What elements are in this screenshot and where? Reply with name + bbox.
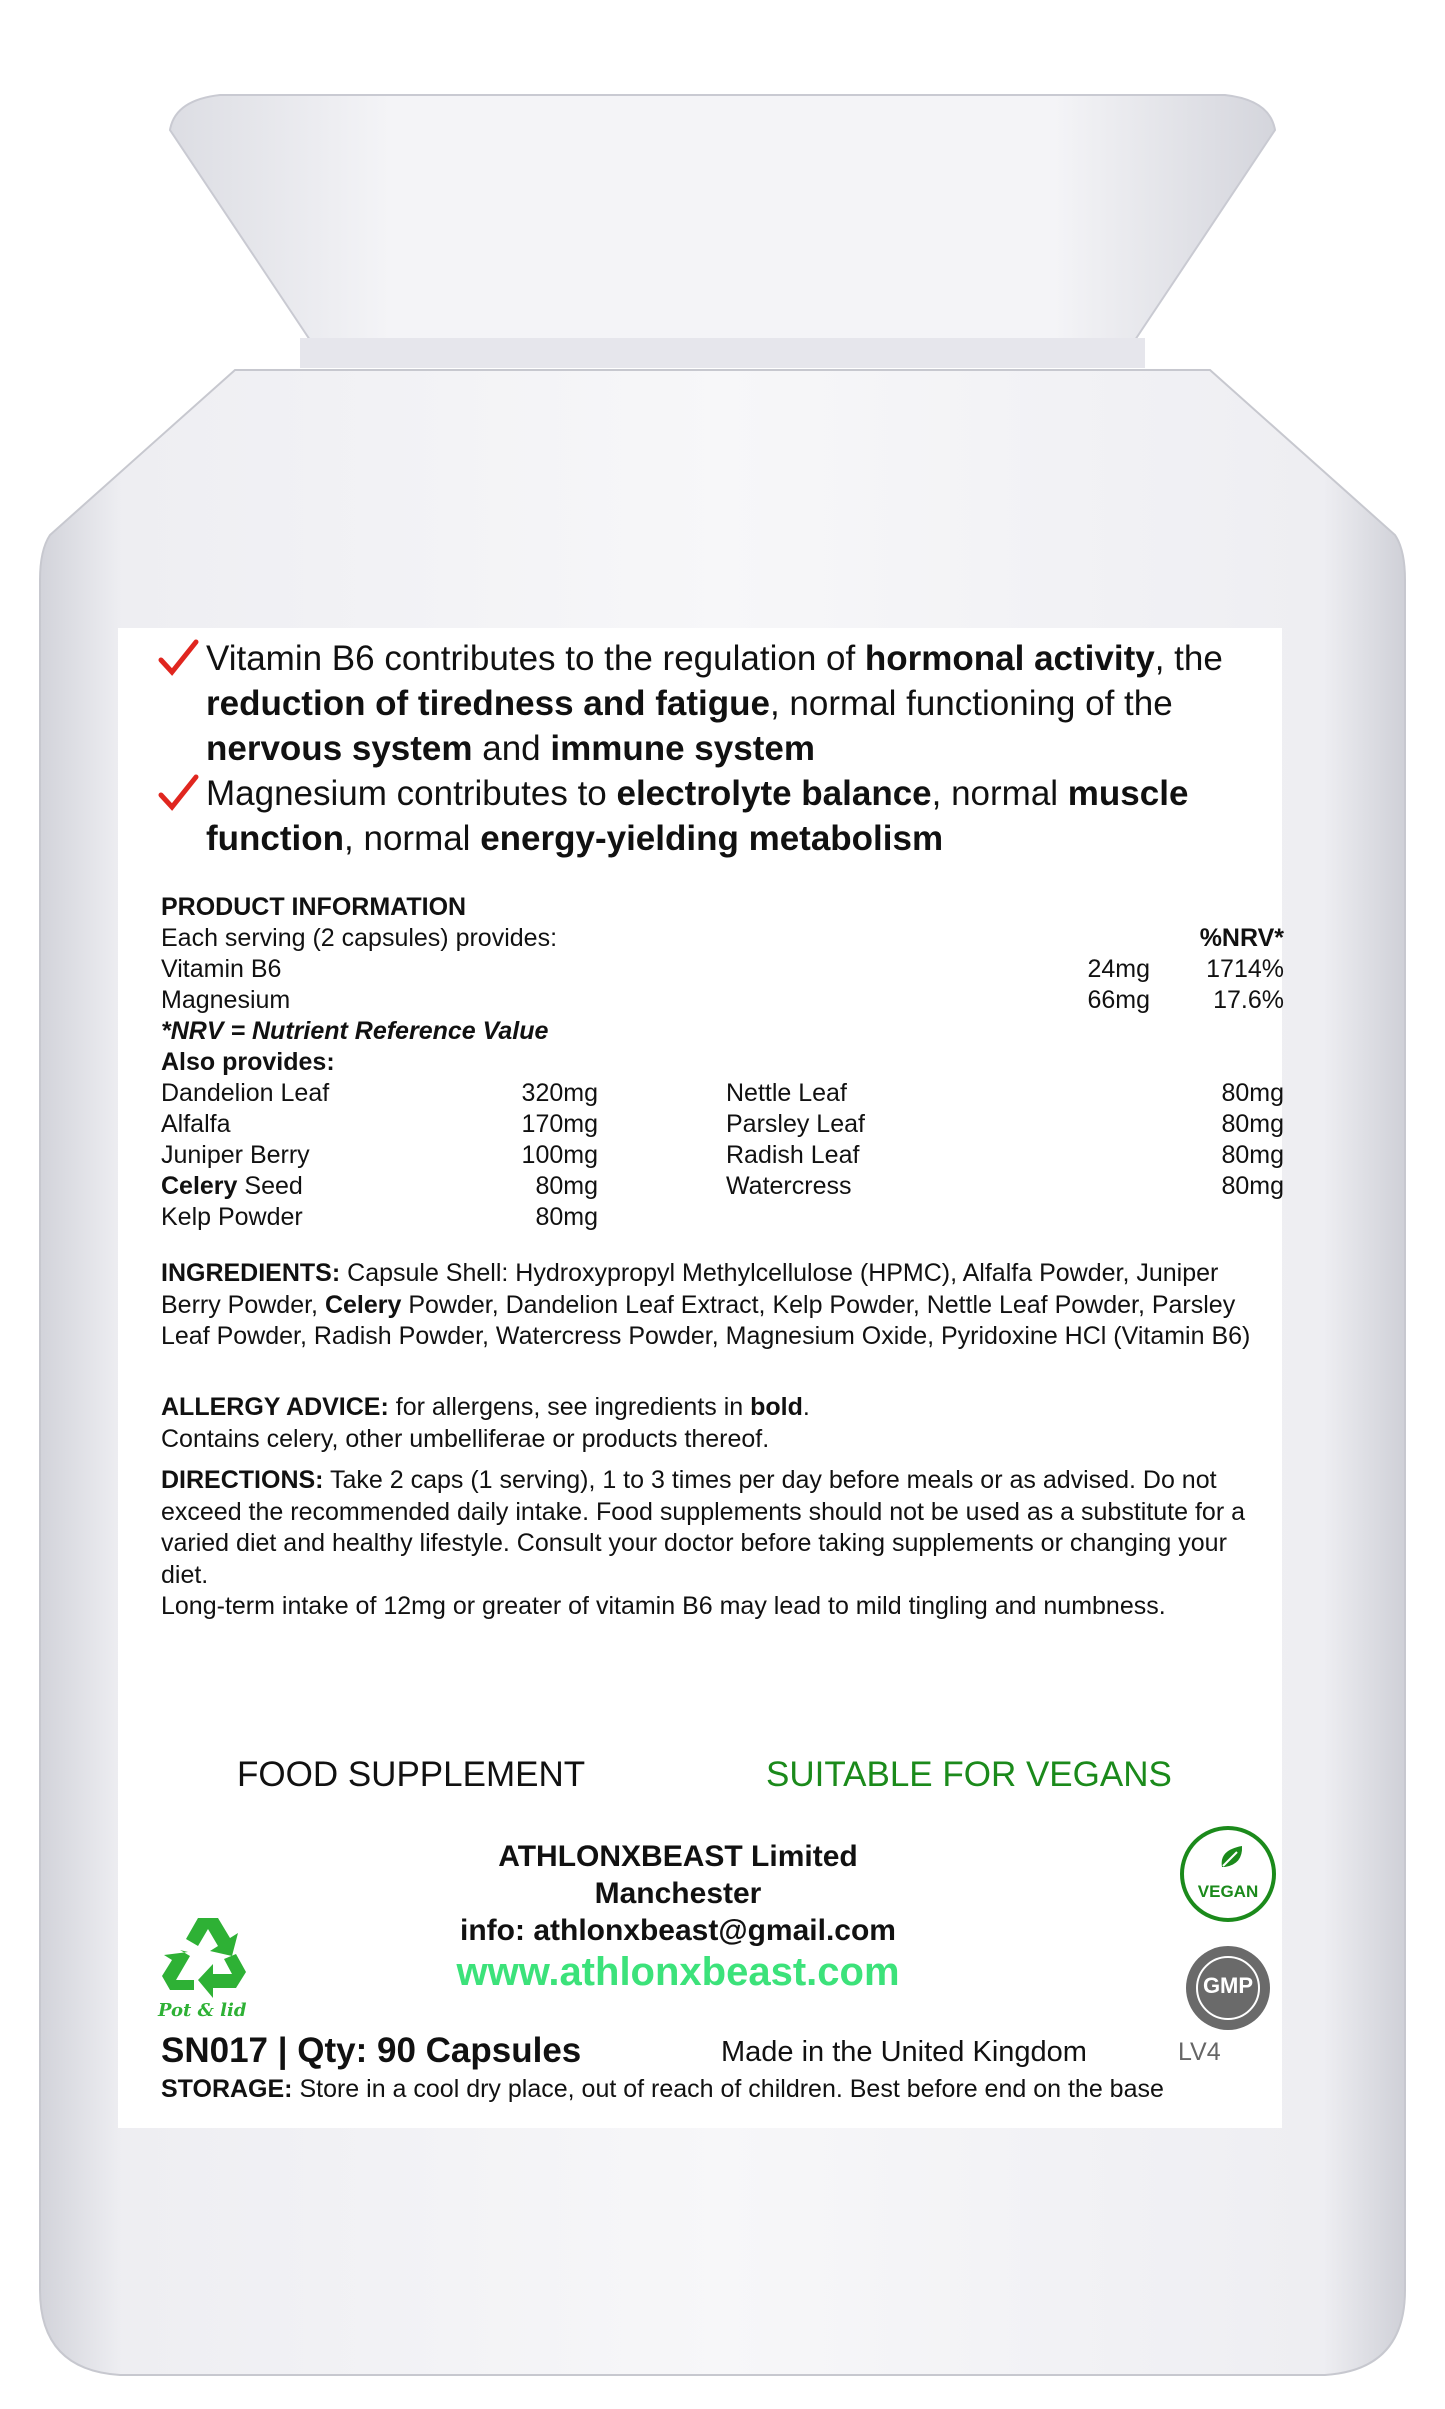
claim-vitamin-b6 bbox=[158, 636, 1268, 771]
herb-name: Watercress bbox=[726, 1172, 852, 1200]
website-link[interactable]: www.athlonxbeast.com bbox=[456, 1950, 900, 1994]
allergy-bold-word: bold bbox=[750, 1393, 803, 1421]
company-city: Manchester bbox=[594, 1877, 762, 1910]
claim-text: and bbox=[472, 729, 551, 768]
allergy-advice bbox=[161, 1392, 1291, 1455]
sku-quantity: SN017 | Qty: 90 Capsules bbox=[161, 2031, 582, 2070]
herb-name: Juniper Berry bbox=[161, 1141, 310, 1169]
claim-magnesium bbox=[158, 771, 1268, 861]
claim-bold: muscle function bbox=[206, 774, 1189, 858]
storage bbox=[161, 2075, 1164, 2104]
herb-name: Kelp Powder bbox=[161, 1203, 303, 1231]
directions-label: DIRECTIONS: bbox=[161, 1466, 324, 1494]
herb-name: Radish Leaf bbox=[726, 1141, 860, 1169]
herb-amount: 320mg bbox=[521, 1079, 598, 1107]
allergen-bold: Celery bbox=[324, 1290, 402, 1319]
herb-amount: 100mg bbox=[521, 1141, 598, 1169]
nutrient-name: Magnesium bbox=[161, 986, 291, 1014]
recycle-caption: Pot & lid bbox=[158, 2000, 247, 2021]
health-claims bbox=[158, 636, 1268, 861]
nutrient-amount: 24mg bbox=[1087, 955, 1150, 983]
herb-amount: 170mg bbox=[521, 1110, 598, 1138]
herb-amount: 80mg bbox=[1221, 1079, 1284, 1107]
ingredients-label: INGREDIENTS: bbox=[161, 1259, 341, 1287]
product-label bbox=[118, 628, 1282, 2128]
claim-text: , normal bbox=[931, 774, 1068, 813]
nrv-header: %NRV* bbox=[1199, 924, 1284, 952]
also-provides-heading: Also provides: bbox=[161, 1048, 335, 1076]
ingredients-text: Powder, Dandelion Leaf Extract, Kelp Powder, Nettle Leaf Powder, Parsley Leaf Powder, Radish Powder, Watercress Powder, Magnesium Oxide, Pyridoxine HCl (Vitamin B6) bbox=[161, 1290, 1251, 1350]
claim-bold: hormonal activity bbox=[864, 639, 1155, 678]
checkmark-icon bbox=[158, 638, 200, 678]
product-info-heading: PRODUCT INFORMATION bbox=[161, 893, 467, 921]
claim-text: Vitamin B6 contributes to the regulation of bbox=[206, 639, 865, 678]
herb-name: Dandelion Leaf bbox=[161, 1079, 330, 1107]
claim-bold: energy-yielding metabolism bbox=[480, 819, 944, 858]
claim-text: , the bbox=[1154, 639, 1223, 678]
allergy-text: . bbox=[802, 1393, 810, 1421]
claim-bold: nervous system bbox=[206, 729, 473, 768]
ingredients-text: Capsule Shell: Hydroxypropyl Methylcellulose (HPMC), Alfalfa Powder, Juniper Berry Powder, bbox=[161, 1259, 1219, 1319]
suitable-for-vegans: SUITABLE FOR VEGANS bbox=[766, 1755, 1172, 1794]
nutrient-amount: 66mg bbox=[1087, 986, 1150, 1014]
gmp-badge-label: GMP bbox=[1202, 1973, 1254, 1998]
directions-text: Take 2 caps (1 serving), 1 to 3 times per day before meals or as advised. Do not exceed the recommended daily intake. Food supplements should not be used as a substitute for a varied diet and healthy lifestyle. Consult your doctor before taking supplements or changing your diet. bbox=[161, 1466, 1245, 1589]
food-supplement: FOOD SUPPLEMENT bbox=[237, 1755, 586, 1794]
b6-warning: Long-term intake of 12mg or greater of vitamin B6 may lead to mild tingling and numbness. bbox=[161, 1592, 1166, 1620]
herb-name: Nettle Leaf bbox=[726, 1079, 847, 1107]
company-name: ATHLONXBEAST Limited bbox=[498, 1840, 858, 1873]
made-in: Made in the United Kingdom bbox=[721, 2036, 1087, 2068]
nutrient-nrv: 1714% bbox=[1206, 955, 1284, 983]
ingredients bbox=[161, 1258, 1261, 1353]
herb-name: Parsley Leaf bbox=[726, 1110, 865, 1138]
nrv-note: *NRV = Nutrient Reference Value bbox=[161, 1017, 549, 1045]
claim-text: , normal bbox=[344, 819, 481, 858]
vegan-badge-label: VEGAN bbox=[1197, 1882, 1259, 1901]
recycle-icon bbox=[158, 1910, 258, 2000]
claim-text: Magnesium contributes to bbox=[206, 774, 617, 813]
allergen-bold: Celery bbox=[161, 1172, 238, 1200]
checkmark-icon bbox=[158, 773, 200, 813]
vegan-badge bbox=[1180, 1826, 1276, 1922]
gmp-badge bbox=[1186, 1946, 1270, 2030]
herb-amount: 80mg bbox=[1221, 1141, 1284, 1169]
storage-text: Store in a cool dry place, out of reach of children. Best before end on the base bbox=[292, 2075, 1164, 2103]
herb-amount: 80mg bbox=[1221, 1110, 1284, 1138]
allergy-label: ALLERGY ADVICE: bbox=[161, 1393, 389, 1421]
leaf-icon bbox=[1217, 1842, 1247, 1872]
herb-amount: 80mg bbox=[1221, 1172, 1284, 1200]
directions bbox=[161, 1465, 1276, 1623]
allergy-text: for allergens, see ingredients in bbox=[388, 1393, 751, 1421]
herb-amount: 80mg bbox=[535, 1203, 598, 1231]
allergy-contains: Contains celery, other umbelliferae or products thereof. bbox=[161, 1424, 770, 1453]
nutrient-name: Vitamin B6 bbox=[161, 955, 282, 983]
claim-text: , normal functioning of the bbox=[769, 684, 1173, 723]
herb-name-rest: Seed bbox=[237, 1172, 303, 1200]
company-block bbox=[448, 1838, 908, 1949]
label-version: LV4 bbox=[1178, 2038, 1221, 2066]
herb-name: Alfalfa bbox=[161, 1110, 231, 1138]
claim-bold: electrolyte balance bbox=[616, 774, 932, 813]
herb-name bbox=[161, 1171, 303, 1202]
bottle-lid bbox=[170, 95, 1275, 340]
claim-bold: immune system bbox=[550, 729, 815, 768]
nutrient-nrv: 17.6% bbox=[1213, 986, 1284, 1014]
company-email[interactable]: info: athlonxbeast@gmail.com bbox=[460, 1914, 896, 1947]
serving-text: Each serving (2 capsules) provides: bbox=[161, 924, 558, 952]
herb-amount: 80mg bbox=[535, 1172, 598, 1200]
storage-label: STORAGE: bbox=[161, 2075, 293, 2103]
claim-bold: reduction of tiredness and fatigue bbox=[206, 684, 770, 723]
